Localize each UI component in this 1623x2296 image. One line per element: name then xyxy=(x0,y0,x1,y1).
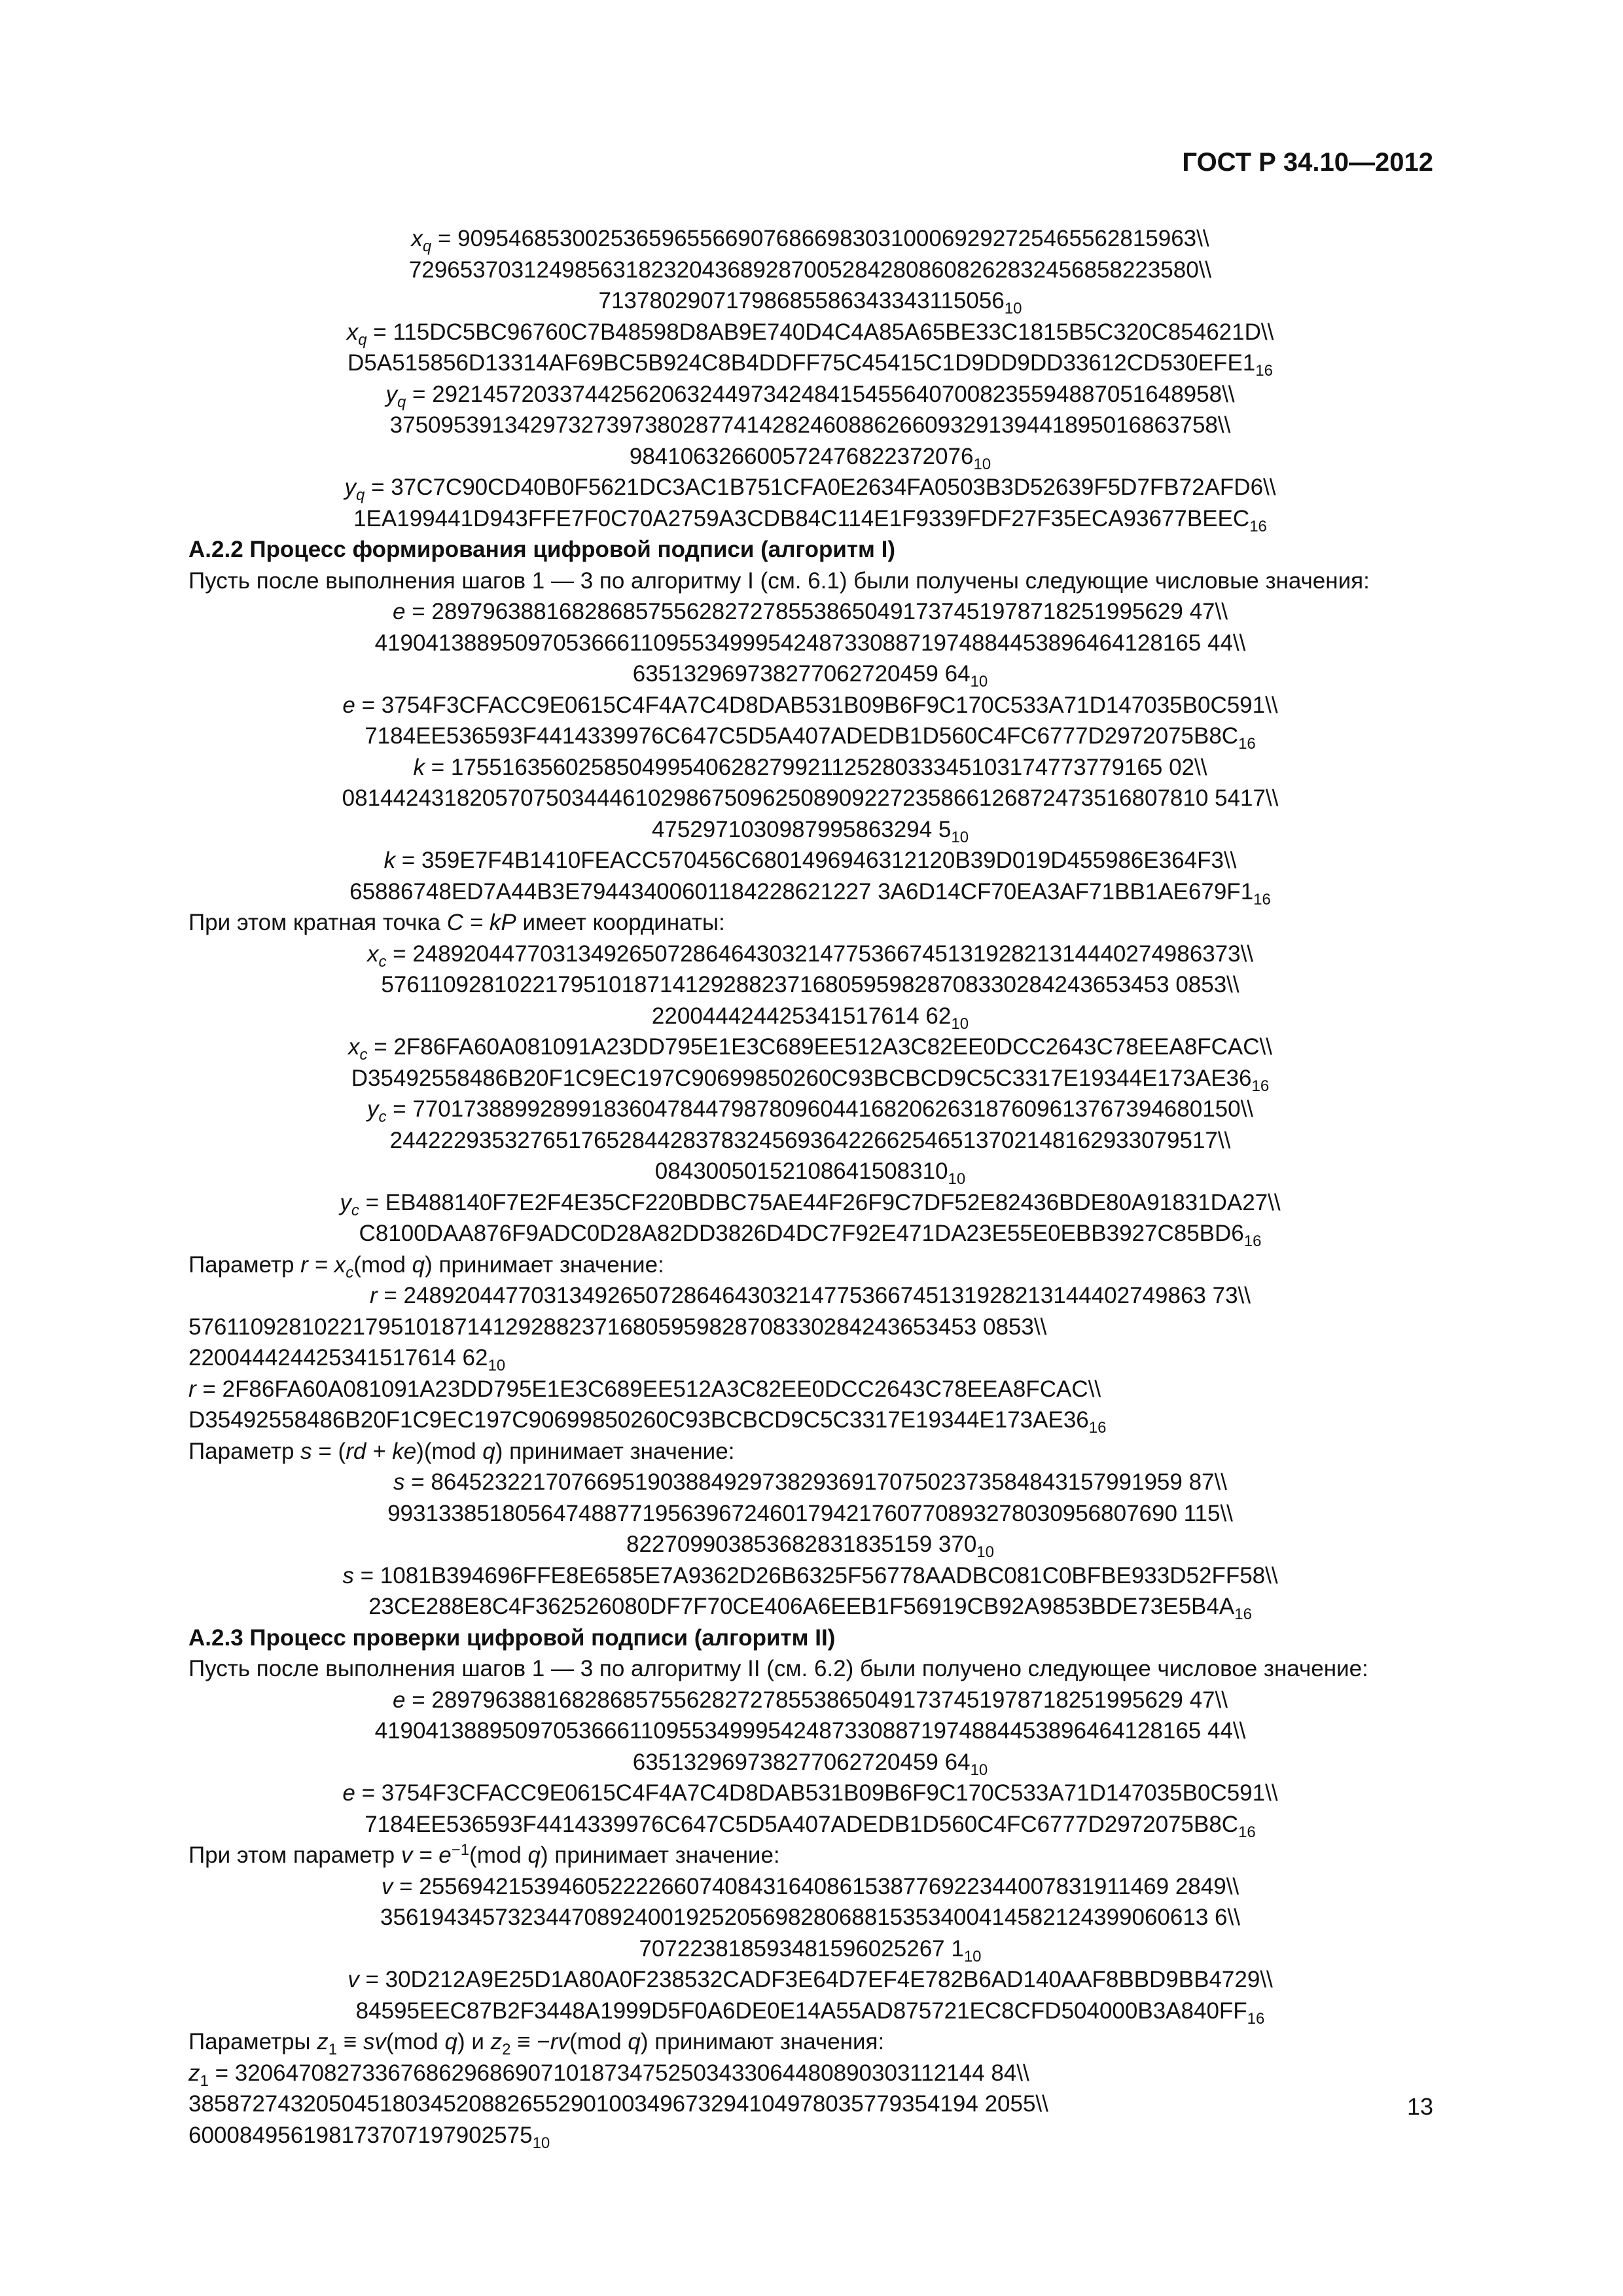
text-line xyxy=(188,845,1432,876)
text-run: z xyxy=(490,2029,503,2054)
text-line xyxy=(188,628,1432,659)
text-run: (mod xyxy=(469,1842,528,1868)
text-line xyxy=(188,1125,1432,1157)
text-run: rv xyxy=(550,2029,569,2054)
text-run: = 2F86FA60A081091A23DD795E1E3C689EE512A3C82EE0DCC2643C78EEA8FCAC\\ xyxy=(196,1376,1101,1402)
document-header: ГОСТ Р 34.10—2012 xyxy=(1182,148,1433,177)
text-run: ≡ xyxy=(337,2029,364,2054)
text-line xyxy=(188,1498,1432,1530)
text-line xyxy=(188,907,1432,939)
text-run: 7184EE536593F4414339976C647C5D5A407ADEDB1D560C4FC6777D2972075B8C xyxy=(365,1811,1239,1837)
text-line xyxy=(188,1560,1432,1592)
text-run: v xyxy=(348,1967,359,1992)
text-line xyxy=(188,472,1432,503)
text-run: 707223818593481596025267 1 xyxy=(639,1935,964,1962)
page-content xyxy=(188,223,1432,2151)
text-line xyxy=(188,1374,1432,1405)
text-line xyxy=(188,1747,1432,1778)
subscript: 10 xyxy=(951,1014,969,1033)
text-line xyxy=(188,1031,1432,1063)
text-run: e xyxy=(393,1687,406,1713)
text-run: = 359E7F4B1410FEACC570456C6801496946312120B39D019D455986E364F3\\ xyxy=(395,848,1237,873)
subscript: 16 xyxy=(1238,1823,1256,1841)
text-run: D5A515856D13314AF69BC5B924C8B4DDFF75C45415C1D9DD9DD33612CD530EFE1 xyxy=(348,350,1256,376)
text-line xyxy=(188,1094,1432,1125)
subscript: c xyxy=(378,952,387,971)
text-run: 84595EEC87B2F3448A1999D5F0A6DE0E14A55AD875721EC8CFD504000B3A840FF xyxy=(355,1998,1247,2024)
text-run: sv xyxy=(363,2029,387,2054)
text-run: = 86452322170766951903884929738293691707502373584843157991959 87\\ xyxy=(404,1469,1227,1495)
text-run: (mod xyxy=(569,2029,628,2054)
text-run: D35492558486B20F1C9EC197C90699850260C93BCBCD9C5C3317E19344E173AE36 xyxy=(351,1065,1252,1091)
text-run: x xyxy=(366,941,379,967)
text-run: 35619434573234470892400192520569828068815353400414582124399060613 6\\ xyxy=(380,1905,1240,1930)
text-run: 635132969738277062720459 64 xyxy=(632,1749,971,1775)
text-line xyxy=(188,814,1432,846)
text-run: 220044424425341517614 62 xyxy=(188,1345,488,1371)
subscript: 1 xyxy=(328,2041,338,2058)
subscript: 1 xyxy=(200,2072,209,2090)
text-line xyxy=(188,1218,1432,1249)
text-run: ) и xyxy=(457,2029,491,2054)
text-run: = 1081B394696FFE8E6585E7A9362D26B6325F56778AADBC081C0BFBE933D52FF58\\ xyxy=(353,1562,1278,1588)
text-run: 08430050152108641508310 xyxy=(654,1158,948,1184)
text-run: = 28979638816828685755628272785538650491737451978718251995629 47\\ xyxy=(405,599,1228,624)
text-line xyxy=(188,1467,1432,1498)
text-run: = 9095468530025365965566907686698303100069292725465562815963\\ xyxy=(431,226,1209,251)
text-run: = 30D212A9E25D1A80A0F238532CADF3E64D7EF4E782B6AD140AAF8BBD9BB4729\\ xyxy=(359,1967,1273,1992)
text-run: Пусть после выполнения шагов 1 — 3 по алгоритму II (см. 6.2) были получено следующее числовое значение: xyxy=(188,1656,1368,1681)
text-line xyxy=(188,2120,1432,2151)
text-run: r = x xyxy=(300,1251,346,1278)
subscript: c xyxy=(359,1046,368,1064)
subscript: 10 xyxy=(963,1947,982,1965)
text-run: ) принимает значение: xyxy=(495,1438,735,1464)
text-line xyxy=(188,783,1432,814)
subscript: 16 xyxy=(1249,517,1267,535)
text-line xyxy=(188,565,1432,597)
text-run: Параметры xyxy=(188,2029,317,2054)
text-run: e xyxy=(393,599,406,624)
text-run: C8100DAA876F9ADC0D28A82DD3826D4DC7F92E471DA23E55E0EBB3927C85BD6 xyxy=(359,1221,1244,1246)
text-run: x xyxy=(411,226,423,251)
text-run: s xyxy=(300,1438,312,1464)
text-run: y xyxy=(385,381,397,407)
text-line xyxy=(188,1001,1432,1032)
text-run: v xyxy=(381,1873,393,1899)
section-heading xyxy=(188,534,1432,565)
text-run: ) принимают значения: xyxy=(640,2029,885,2054)
text-run: 41904138895097053666110955349995424873308871974884453896464128165 44\\ xyxy=(374,1718,1246,1744)
text-run: = 37C7C90CD40B0F5621DC3AC1B751CFA0E2634FA0503B3D52639F5D7FB72AFD6\\ xyxy=(365,475,1276,500)
text-run: 38587274320504518034520882655290100349673294104978035779354194 2055\\ xyxy=(188,2091,1048,2117)
text-run: (mod xyxy=(386,2029,445,2054)
text-run: e xyxy=(342,1780,355,1806)
text-run: 99313385180564748877195639672460179421760770893278030956807690 115\\ xyxy=(387,1500,1233,1526)
text-run: )(mod xyxy=(416,1438,483,1464)
page-number: 13 xyxy=(1406,2093,1433,2120)
text-run: 984106326600572476822372076 xyxy=(629,443,974,469)
text-run: q xyxy=(527,1842,541,1868)
text-run: x xyxy=(348,1034,360,1060)
text-run: x xyxy=(346,319,359,345)
text-run: 1EA199441D943FFE7F0C70A2759A3CDB84C114E1F9339FDF27F35ECA93677BEEC xyxy=(353,505,1250,531)
text-run: k xyxy=(383,848,396,873)
text-line xyxy=(188,1187,1432,1219)
text-run: D35492558486B20F1C9EC197C90699850260C93BCBCD9C5C3317E19344E173AE36 xyxy=(188,1407,1089,1433)
text-line xyxy=(188,223,1432,255)
text-run: 7184EE536593F4414339976C647C5D5A407ADEDB1D560C4FC6777D2972075B8C xyxy=(365,723,1239,749)
text-run: e xyxy=(342,692,355,718)
subscript: 16 xyxy=(1088,1419,1107,1437)
subscript: q xyxy=(356,486,365,504)
text-run: = 3754F3CFACC9E0615C4F4A7C4D8DAB531B09B6F9C170C533A71D147035B0C591\\ xyxy=(355,692,1278,718)
text-run: k xyxy=(413,754,425,780)
text-run: y xyxy=(340,1189,351,1215)
subscript: c xyxy=(378,1108,387,1126)
subscript: c xyxy=(351,1201,359,1219)
subscript: 10 xyxy=(973,455,991,473)
text-line xyxy=(188,1405,1432,1436)
text-run: А.2.3 Процесс проверки цифровой подписи (алгоритм II) xyxy=(188,1624,836,1651)
text-run: r xyxy=(188,1376,196,1402)
text-line xyxy=(188,441,1432,473)
text-line xyxy=(188,939,1432,970)
text-line xyxy=(188,1529,1432,1560)
subscript: 10 xyxy=(488,1357,506,1374)
text-run: 23CE288E8C4F362526080DF7F70CE406A6EEB1F56919CB92A9853BDE73E5B4A xyxy=(368,1594,1235,1619)
text-line xyxy=(188,1685,1432,1716)
subscript: 10 xyxy=(1004,300,1022,317)
text-line xyxy=(188,1156,1432,1187)
text-run: ) принимает значение: xyxy=(425,1251,664,1278)
text-run: = 115DC5BC96760C7B48598D8AB9E740D4C4A85A65BE33C1815B5C320C854621D\\ xyxy=(366,319,1274,345)
text-line xyxy=(188,690,1432,721)
subscript: 10 xyxy=(951,828,969,846)
text-line xyxy=(188,1249,1432,1281)
text-run: = 29214572033744256206324497342484154556407008235594887051648958\\ xyxy=(406,381,1235,407)
subscript: 16 xyxy=(1238,735,1256,753)
text-line xyxy=(188,1436,1432,1467)
text-line xyxy=(188,969,1432,1001)
text-line xyxy=(188,1809,1432,1840)
text-run: v = e xyxy=(401,1842,452,1868)
text-run: q xyxy=(412,1251,425,1278)
text-run: 220044424425341517614 62 xyxy=(651,1003,952,1029)
text-line xyxy=(188,410,1432,441)
text-run: 41904138895097053666110955349995424873308871974884453896464128165 44\\ xyxy=(374,630,1246,656)
text-line xyxy=(188,721,1432,752)
text-line xyxy=(188,876,1432,908)
text-run: y xyxy=(344,475,357,500)
text-line xyxy=(188,1653,1432,1685)
subscript: 16 xyxy=(1247,2009,1265,2028)
text-run: 600084956198173707197902575 xyxy=(188,2122,533,2148)
text-run: = 25569421539460522226607408431640861538776922344007831911469 2849\\ xyxy=(393,1873,1240,1899)
text-run: = EB488140F7E2F4E35CF220BDBC75AE44F26F9C7DF52E82436BDE80A91831DA27\\ xyxy=(359,1189,1281,1215)
superscript: −1 xyxy=(451,1841,470,1859)
text-run: = 3754F3CFACC9E0615C4F4A7C4D8DAB531B09B6F9C170C533A71D147035B0C591\\ xyxy=(355,1780,1278,1806)
subscript: 10 xyxy=(970,1761,988,1779)
text-line xyxy=(188,1964,1432,1996)
text-line xyxy=(188,1840,1432,1871)
text-run: r xyxy=(370,1283,378,1308)
text-line xyxy=(188,658,1432,690)
text-line xyxy=(188,1280,1432,1312)
subscript: 10 xyxy=(532,2134,550,2152)
subscript: 16 xyxy=(1243,1232,1262,1250)
text-line xyxy=(188,1312,1432,1343)
text-line xyxy=(188,285,1432,317)
text-run: (mod xyxy=(353,1251,412,1278)
text-run: = 248920447703134926507286464303214775366745131928213144402749863 73\\ xyxy=(377,1283,1251,1308)
text-run: имеет координаты: xyxy=(516,910,725,935)
subscript: 16 xyxy=(1234,1605,1252,1623)
text-run: 4752971030987995863294 5 xyxy=(651,816,952,842)
text-line xyxy=(188,2026,1432,2058)
text-run: Пусть после выполнения шагов 1 — 3 по алгоритму I (см. 6.1) были получены следующие числовые значения: xyxy=(188,567,1370,594)
text-run: s xyxy=(342,1562,354,1588)
text-run: 08144243182057075034446102986750962508909227235866126872473516807810 5417\\ xyxy=(342,785,1279,811)
text-run: = 77017388992899183604784479878096044168206263187609613767394680150\\ xyxy=(386,1096,1254,1122)
text-line xyxy=(188,1591,1432,1623)
text-line xyxy=(188,1933,1432,1965)
text-run: При этом параметр xyxy=(188,1842,401,1868)
text-run: q xyxy=(482,1438,495,1464)
text-run: 57611092810221795101871412928823716805959828708330284243653453 0853\\ xyxy=(188,1314,1047,1340)
text-run: = 24892044770313492650728646430321477536674513192821314440274986373\\ xyxy=(386,941,1254,967)
text-line xyxy=(188,1342,1432,1374)
text-line xyxy=(188,379,1432,410)
subscript: c xyxy=(346,1263,354,1282)
text-line xyxy=(188,1871,1432,1903)
subscript: q xyxy=(422,238,432,255)
text-line xyxy=(188,317,1432,348)
text-line xyxy=(188,2089,1432,2120)
text-line xyxy=(188,255,1432,286)
subscript: 16 xyxy=(1253,890,1271,908)
text-run: ≡ − xyxy=(510,2029,550,2054)
text-run: 822709903853682831835159 370 xyxy=(626,1532,977,1557)
text-run: C = kP xyxy=(446,910,516,935)
text-run: q xyxy=(444,2029,457,2054)
text-line xyxy=(188,1778,1432,1809)
text-run: z xyxy=(317,2029,329,2054)
text-run: s xyxy=(393,1469,405,1495)
text-run: = 28979638816828685755628272785538650491737451978718251995629 47\\ xyxy=(405,1687,1228,1713)
text-line xyxy=(188,2058,1432,2089)
text-run: При этом кратная точка xyxy=(188,910,447,935)
text-run: 71378029071798685586343343115056 xyxy=(598,288,1005,314)
text-line xyxy=(188,503,1432,535)
section-heading xyxy=(188,1623,1432,1654)
text-run: 65886748ED7A44B3E79443400601184228621227 3A6D14CF70EA3AF71BB1AE679F1 xyxy=(349,878,1254,905)
text-run: rd + ke xyxy=(346,1438,417,1464)
text-line xyxy=(188,596,1432,628)
text-run: 24422293532765176528442837832456936422662546513702148162933079517\\ xyxy=(389,1127,1231,1153)
text-run: = 32064708273367686296869071018734752503433064480890303112144 84\\ xyxy=(208,2060,1029,2086)
text-run: 57611092810221795101871412928823716805959828708330284243653453 0853\\ xyxy=(381,972,1240,997)
text-run: Параметр xyxy=(188,1251,301,1278)
text-run: ) принимает значение: xyxy=(540,1842,780,1868)
text-line xyxy=(188,1902,1432,1933)
text-run: y xyxy=(366,1096,379,1122)
text-run: 37509539134297327397380287741428246088626609329139441895016863758\\ xyxy=(389,412,1231,438)
text-line xyxy=(188,348,1432,379)
text-run: 72965370312498563182320436892870052842808608262832456858223580\\ xyxy=(408,257,1212,283)
subscript: 10 xyxy=(948,1170,966,1188)
subscript: 2 xyxy=(502,2041,511,2058)
text-run: А.2.2 Процесс формирования цифровой подписи (алгоритм I) xyxy=(188,537,896,562)
subscript: 16 xyxy=(1251,1077,1270,1095)
text-run: = 17551635602585049954062827992112528033345103174773779165 02\\ xyxy=(425,754,1207,780)
subscript: 16 xyxy=(1255,362,1273,380)
subscript: q xyxy=(358,331,367,349)
text-run: 635132969738277062720459 64 xyxy=(632,661,971,687)
text-line xyxy=(188,1715,1432,1747)
text-line xyxy=(188,1063,1432,1094)
text-line xyxy=(188,752,1432,783)
text-run: = ( xyxy=(312,1438,346,1464)
text-run: z xyxy=(188,2060,200,2086)
subscript: 10 xyxy=(976,1543,994,1561)
text-run: q xyxy=(628,2029,641,2054)
text-run: = 2F86FA60A081091A23DD795E1E3C689EE512A3C82EE0DCC2643C78EEA8FCAC\\ xyxy=(367,1034,1272,1060)
subscript: 10 xyxy=(970,673,988,691)
text-run: Параметр xyxy=(188,1438,301,1464)
subscript: q xyxy=(397,393,406,411)
text-line xyxy=(188,1996,1432,2027)
